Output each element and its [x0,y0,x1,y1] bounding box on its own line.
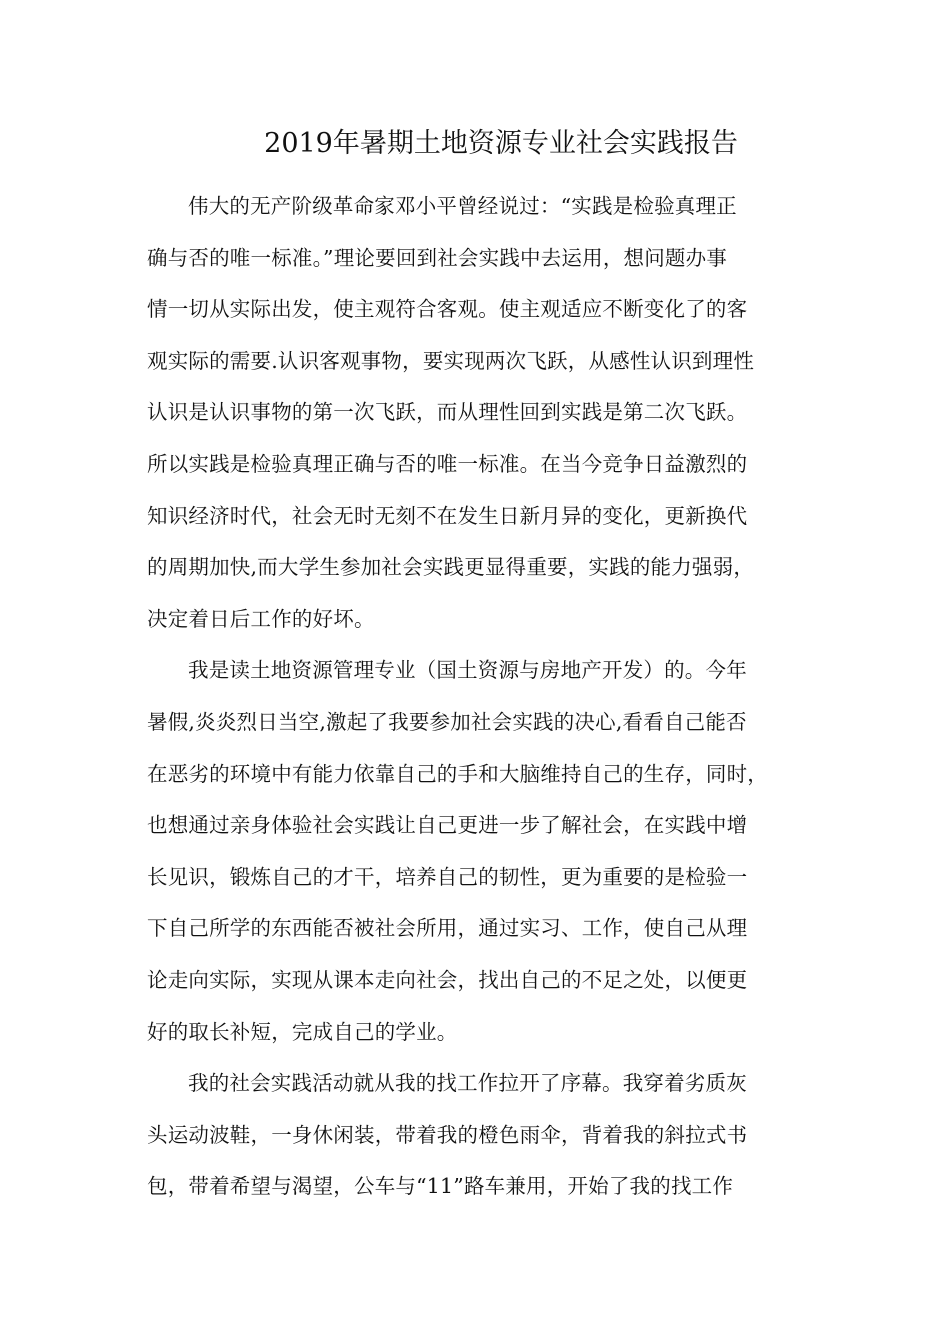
paragraph-line: 伟大的无产阶级革命家邓小平曾经说过：“实践是检验真理正 [188,194,737,218]
paragraph-line: 暑假,炎炎烈日当空,激起了我要参加社会实践的决心,看看自己能否 [147,709,747,734]
paragraph-line: 我的社会实践活动就从我的找工作拉开了序幕。我穿着劣质灰 [188,1071,747,1096]
paragraph-line: 好的取长补短，完成自己的学业。 [147,1019,458,1044]
document-title: 2019年暑期土地资源专业社会实践报告 [264,128,738,159]
paragraph [147,1058,807,1213]
paragraph-line: 所以实践是检验真理正确与否的唯一标准。在当今竞争日益激烈的 [147,451,748,476]
paragraph-line: 下自己所学的东西能否被社会所用，通过实习、工作，使自己从理 [147,916,748,941]
paragraph [147,181,807,645]
paragraph-line: 长见识，锻炼自己的才干，培养自己的韧性，更为重要的是检验一 [147,864,748,889]
paragraph-line: 确与否的唯一标准。”理论要回到社会实践中去运用，想问题办事 [147,245,728,270]
paragraph-line: 的周期加快,而大学生参加社会实践更显得重要，实践的能力强弱， [147,555,755,580]
paragraph-line: 观实际的需要.认识客观事物，要实现两次飞跃，从感性认识到理性 [147,348,755,373]
paragraph-line: 知识经济时代，社会无时无刻不在发生日新月异的变化，更新换代 [147,503,748,528]
paragraph-line: 论走向实际，实现从课本走向社会，找出自己的不足之处，以便更 [147,967,748,992]
paragraph-line: 认识是认识事物的第一次飞跃，而从理性回到实践是第二次飞跃。 [147,400,748,425]
paragraph-line: 我是读土地资源管理专业（国土资源与房地产开发）的。今年 [188,658,747,683]
paragraph-line: 头运动波鞋，一身休闲装，带着我的橙色雨伞，背着我的斜拉式书 [147,1122,748,1147]
paragraph-line: 包，带着希望与渴望，公车与“11”路车兼用，开始了我的找工作 [147,1174,734,1199]
document-body [147,181,807,1213]
paragraph-line: 决定着日后工作的好坏。 [147,606,375,631]
paragraph-line: 在恶劣的环境中有能力依靠自己的手和大脑维持自己的生存，同时， [147,761,768,786]
paragraph [147,645,807,1058]
paragraph-line: 也想通过亲身体验社会实践让自己更进一步了解社会，在实践中增 [147,813,748,838]
paragraph-line: 情一切从实际出发，使主观符合客观。使主观适应不断变化了的客 [147,297,748,322]
